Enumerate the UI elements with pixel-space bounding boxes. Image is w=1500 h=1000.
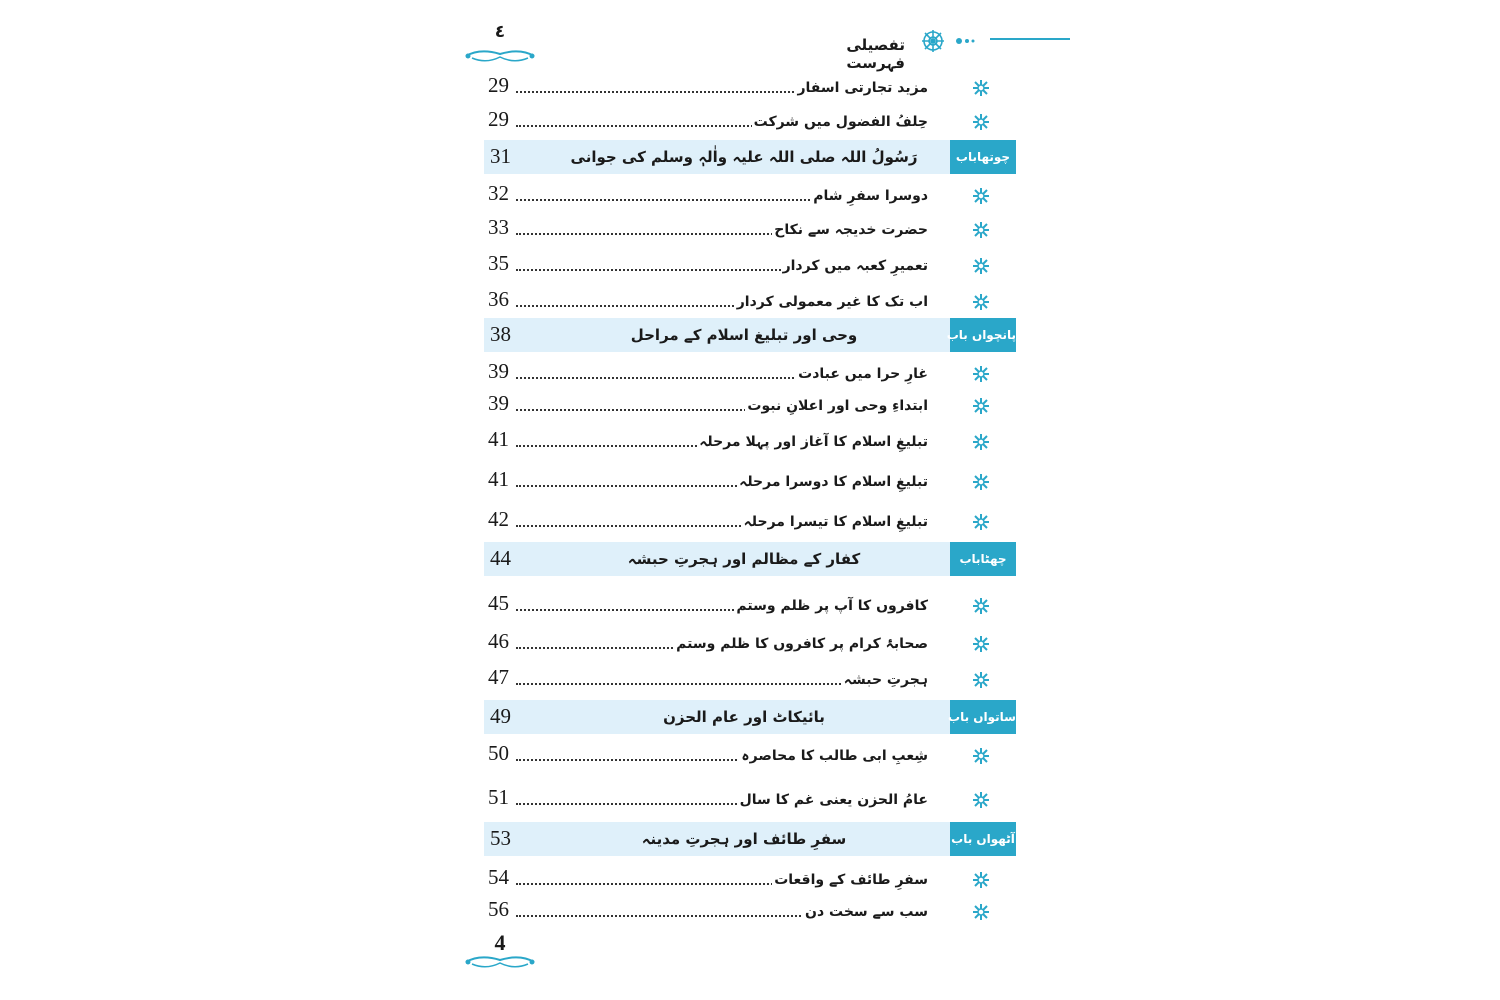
page-number: 46 <box>488 629 509 653</box>
chapter-row[interactable] <box>484 140 1016 174</box>
entry-title: اب تک کا غیر معمولی کردار <box>736 294 928 310</box>
page-number: 39 <box>488 359 509 383</box>
chapter-title: بائیکاٹ اور عام الحزن <box>663 708 825 726</box>
toc-entry[interactable] <box>480 356 1010 386</box>
page-number: 50 <box>488 741 509 765</box>
entry-title: سفرِ طائف کے واقعات <box>774 872 928 888</box>
toc-entry[interactable] <box>480 464 1010 494</box>
page-number: 41 <box>488 467 509 491</box>
chapter-title: وحی اور تبلیغ اسلام کے مراحل <box>630 326 858 344</box>
chapter-label: چھٹاباب <box>950 542 1016 576</box>
flower-bullet-icon <box>972 221 990 239</box>
toc-entry[interactable] <box>480 212 1010 242</box>
page-number: 45 <box>488 591 509 615</box>
entry-title: تعمیرِ کعبہ میں کردار <box>782 258 928 274</box>
toc-entry[interactable] <box>480 70 1010 100</box>
chapter-row[interactable] <box>484 318 1016 352</box>
footer-page-number: 4 <box>494 930 506 955</box>
toc-entry[interactable] <box>480 662 1010 692</box>
chapter-page-number: 53 <box>490 826 511 850</box>
entry-title: حضرت خدیجہ سے نکاح <box>774 222 928 238</box>
flower-bullet-icon <box>972 473 990 491</box>
scroll-ornament-icon <box>460 22 540 68</box>
page-number: 51 <box>488 785 509 809</box>
page-number: 35 <box>488 251 509 275</box>
flower-bullet-icon <box>972 871 990 889</box>
flower-bullet-icon <box>972 397 990 415</box>
leader-dots <box>516 91 834 93</box>
chapter-label: چوتھاباب <box>950 140 1016 174</box>
chapter-label: ساتواں باب <box>950 700 1016 734</box>
floral-ornament-icon <box>915 26 985 56</box>
toc-entry[interactable] <box>480 104 1010 134</box>
flower-bullet-icon <box>972 257 990 275</box>
toc-entry[interactable] <box>480 504 1010 534</box>
flower-bullet-icon <box>972 187 990 205</box>
toc-page <box>480 20 1040 980</box>
chapter-title: رَسُولُ اللہ صلی اللہ علیہ واٰلہٖ وسلم کی جوانی <box>570 148 918 166</box>
page-title: تفصیلی فہرست <box>846 36 905 72</box>
leader-dots <box>516 683 884 685</box>
entry-title: صحابۂ کرام پر کافروں کا ظلم وستم <box>676 636 928 652</box>
toc-entry[interactable] <box>480 178 1010 208</box>
chapter-title: سفرِ طائف اور ہجرتِ مدینہ <box>641 830 847 848</box>
flower-bullet-icon <box>972 365 990 383</box>
flower-bullet-icon <box>972 903 990 921</box>
chapter-page-number: 44 <box>490 546 511 570</box>
flower-bullet-icon <box>972 433 990 451</box>
page-number: 33 <box>488 215 509 239</box>
page-number: 56 <box>488 897 509 921</box>
chapter-page-number: 49 <box>490 704 511 728</box>
flower-bullet-icon <box>972 747 990 765</box>
page-number: 54 <box>488 865 509 889</box>
flower-bullet-icon <box>972 113 990 131</box>
leader-dots <box>516 233 816 235</box>
toc-entry[interactable] <box>480 424 1010 454</box>
page-number: 29 <box>488 73 509 97</box>
page-number: 42 <box>488 507 509 531</box>
entry-title: دوسرا سفرِ شام <box>813 188 928 204</box>
entry-title: کافروں کا آپ پر ظلم وستم <box>736 598 928 614</box>
flower-bullet-icon <box>972 293 990 311</box>
entry-title: ابتداءِ وحی اور اعلانِ نبوت <box>747 398 928 414</box>
entry-title: غارِ حرا میں عبادت <box>798 366 928 382</box>
header-page-ornament <box>460 22 540 68</box>
entry-title: ہجرتِ حبشہ <box>843 672 928 688</box>
flower-bullet-icon <box>972 79 990 97</box>
toc-entry[interactable] <box>480 738 1010 768</box>
header-rule <box>990 38 1070 40</box>
entry-title: تبلیغِ اسلام کا دوسرا مرحلہ <box>739 474 928 490</box>
scroll-ornament-icon <box>460 930 540 974</box>
flower-bullet-icon <box>972 635 990 653</box>
chapter-row[interactable] <box>484 822 1016 856</box>
chapter-label: پانچواں باب <box>950 318 1016 352</box>
page-number: 36 <box>488 287 509 311</box>
chapter-page-number: 38 <box>490 322 511 346</box>
chapter-row[interactable] <box>484 542 1016 576</box>
entry-title: عامُ الحزن یعنی غم کا سال <box>739 792 928 808</box>
chapter-label: آٹھواں باب <box>950 822 1016 856</box>
toc-entry[interactable] <box>480 248 1010 278</box>
toc-entry[interactable] <box>480 388 1010 418</box>
page-number: 32 <box>488 181 509 205</box>
entry-title: شِعبِ ابی طالب کا محاصرہ <box>741 748 928 764</box>
entry-title: تبلیغِ اسلام کا تیسرا مرحلہ <box>743 514 928 530</box>
entry-title: مزید تجارتی اسفار <box>797 80 928 96</box>
page-number: 39 <box>488 391 509 415</box>
flower-bullet-icon <box>972 513 990 531</box>
toc-entry[interactable] <box>480 626 1010 656</box>
flower-bullet-icon <box>972 791 990 809</box>
toc-entry[interactable] <box>480 782 1010 812</box>
toc-entry[interactable] <box>480 862 1010 892</box>
footer-page-ornament <box>460 930 540 974</box>
page-number: 29 <box>488 107 509 131</box>
chapter-title: کفار کے مظالم اور ہجرتِ حبشہ <box>627 550 861 568</box>
page-number: 41 <box>488 427 509 451</box>
flower-bullet-icon <box>972 671 990 689</box>
leader-dots <box>516 377 842 379</box>
entry-title: تبلیغِ اسلام کا آغاز اور پہلا مرحلہ <box>699 434 928 450</box>
chapter-page-number: 31 <box>490 144 511 168</box>
page-number: 47 <box>488 665 509 689</box>
toc-entry[interactable] <box>480 894 1010 924</box>
entry-title: سب سے سخت دن <box>805 904 928 920</box>
toc-entry[interactable] <box>480 284 1010 314</box>
toc-entry[interactable] <box>480 588 1010 618</box>
flower-bullet-icon <box>972 597 990 615</box>
header-page-number: ٤ <box>494 22 506 42</box>
chapter-row[interactable] <box>484 700 1016 734</box>
entry-title: حِلفُ الفضول میں شرکت <box>753 114 928 130</box>
